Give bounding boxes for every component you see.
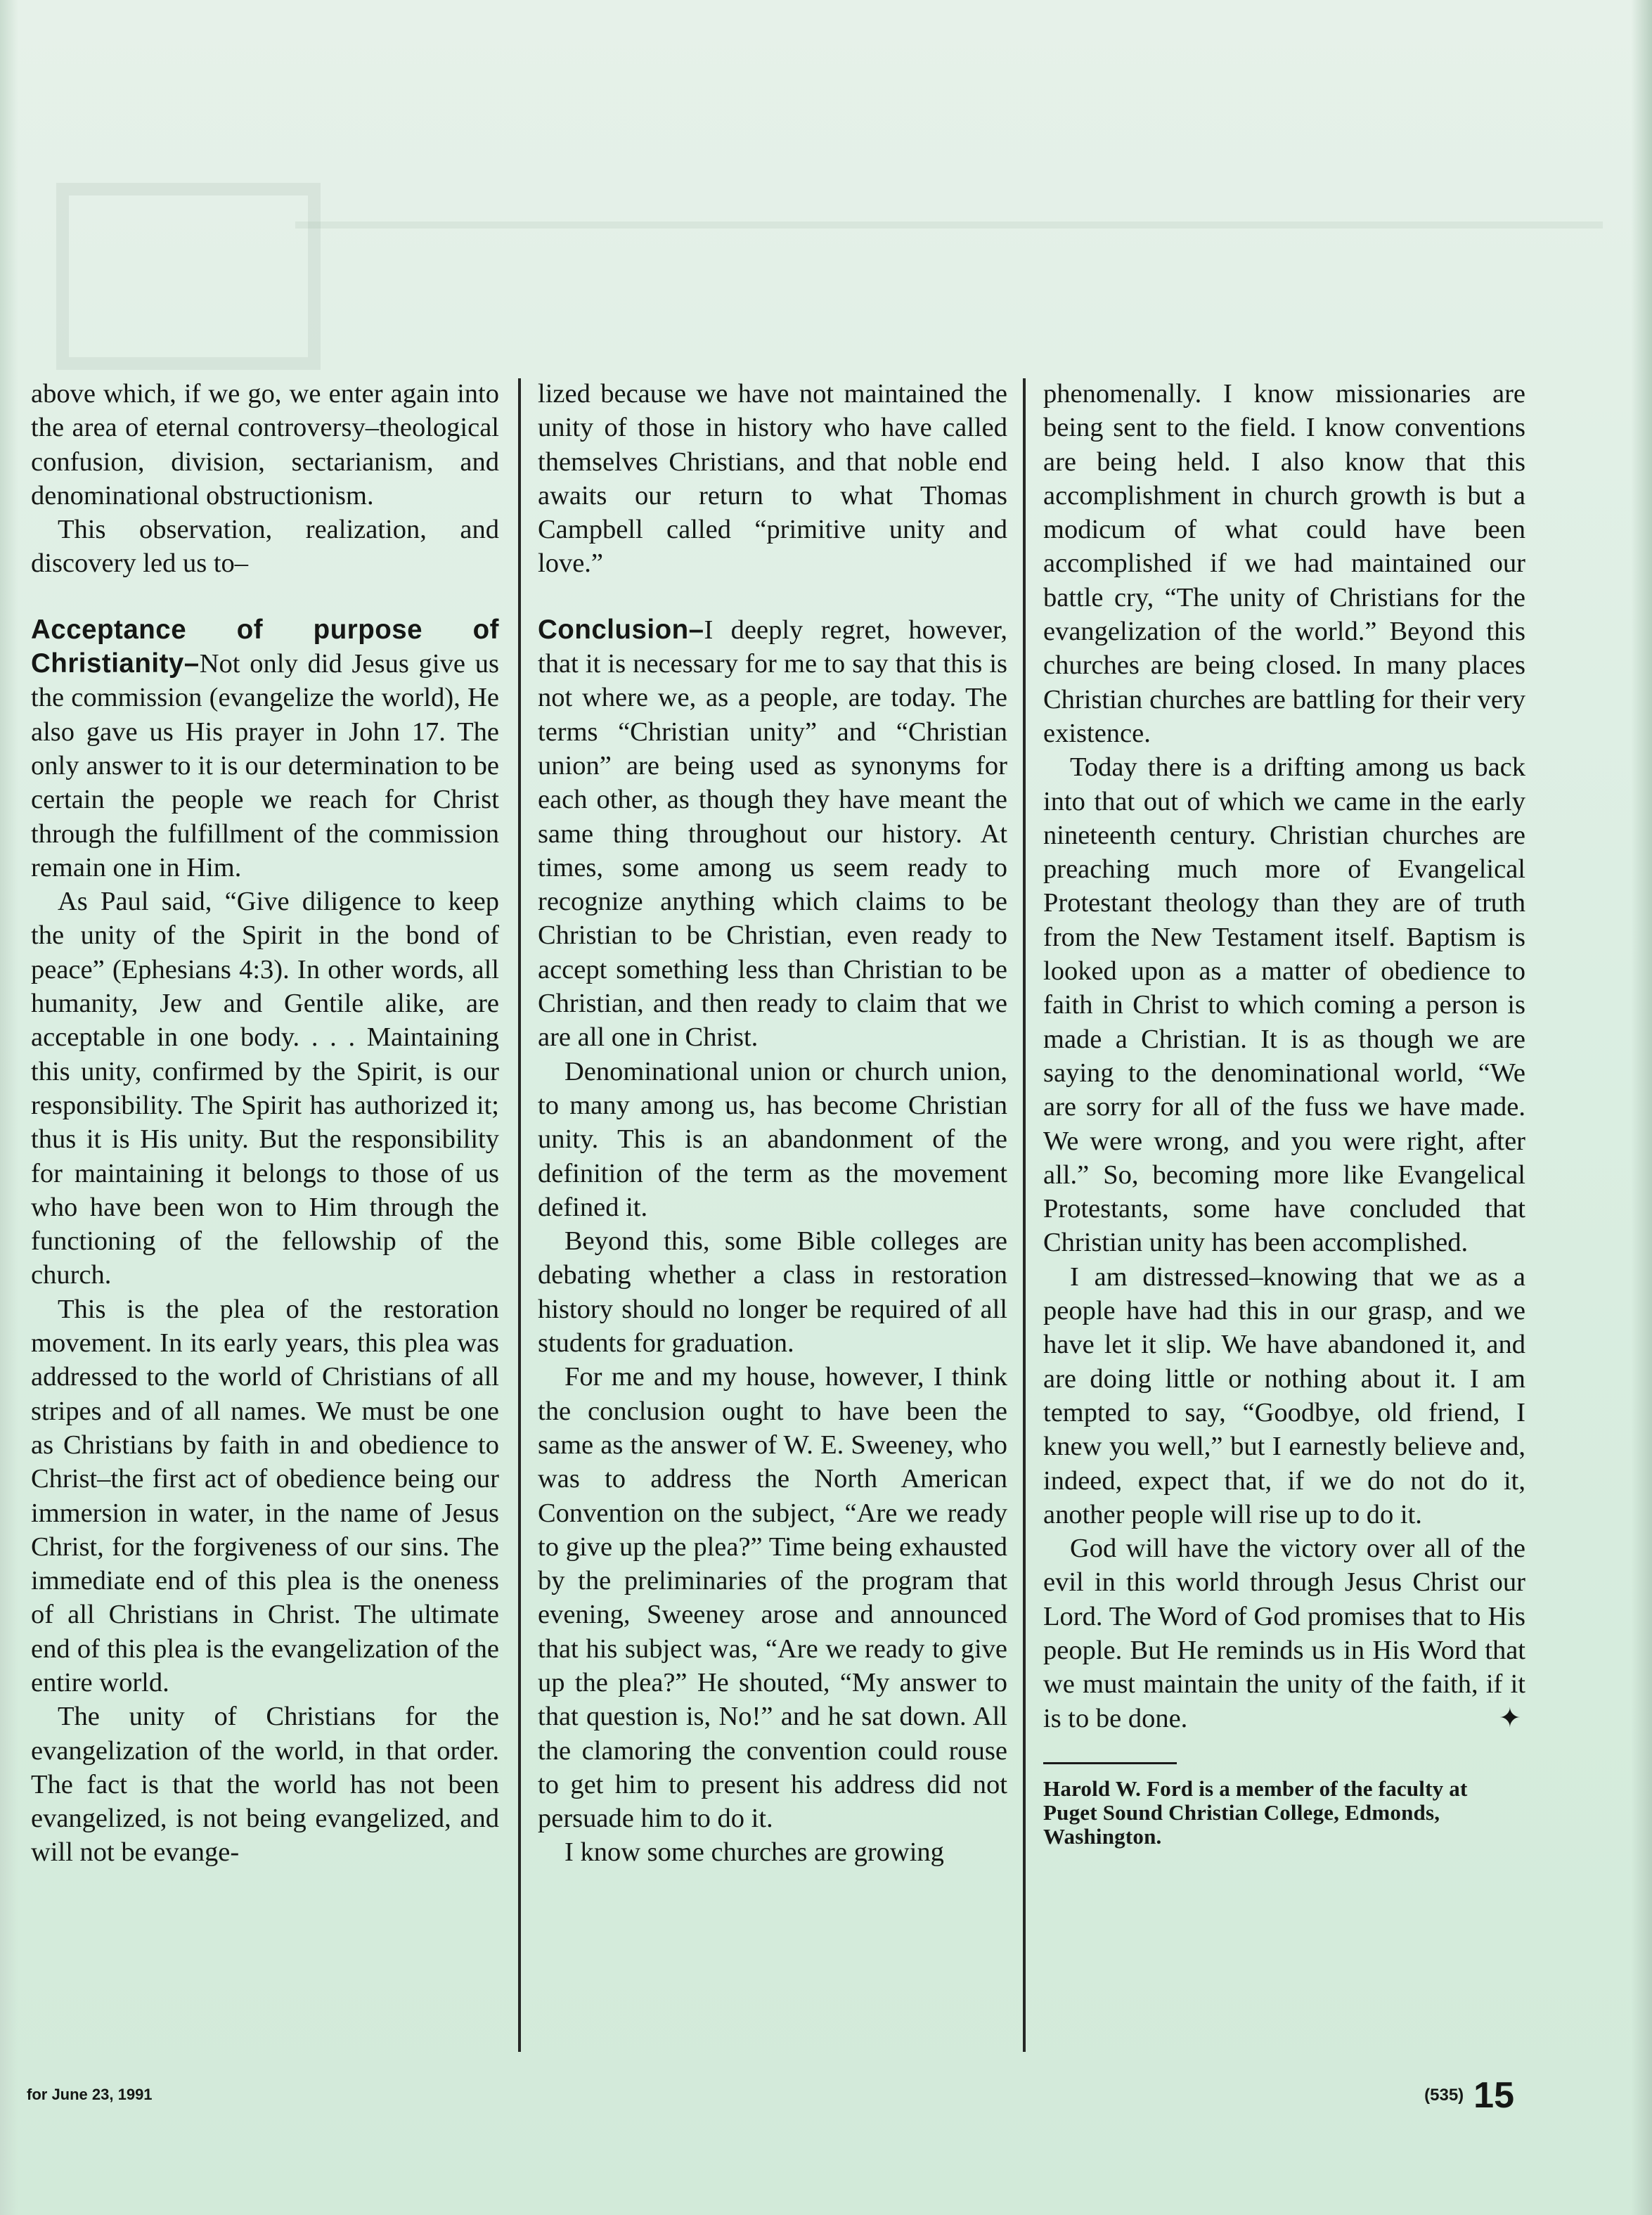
paragraph-text: The unity of Christians for the evangelization of the world, in that order. The fact is that the world has not been evangelized, is not being evangelized, and will not be evange- <box>31 1702 499 1868</box>
page-edge-left <box>0 0 18 2215</box>
section-heading: Acceptance of purpose of Christianity– <box>31 614 499 679</box>
paragraph-text: lized because we have not maintained the unity of those in history who have called themselves Christians, and that noble end awaits our return to what Thomas Campbell called “primitive unity and love.” <box>538 379 1007 579</box>
paragraph <box>31 513 499 581</box>
column-divider-2 <box>1023 378 1026 2052</box>
paragraph <box>1043 750 1525 1259</box>
paragraph <box>538 1055 1007 1224</box>
section-heading: Conclusion– <box>538 614 704 645</box>
paragraph-text: above which, if we go, we enter again into the area of eternal controversy–theological confusion, division, sectarianism, and denominational obstructionism. <box>31 379 499 511</box>
paragraph <box>31 1292 499 1700</box>
page-code: (535) <box>1424 2086 1464 2105</box>
author-bio-rule <box>1043 1762 1177 1764</box>
article-column-3 <box>1043 377 1525 2050</box>
paragraph-gap <box>31 581 499 613</box>
paragraph-text: I deeply regret, however, that it is necessary for me to say that this is not where we, as a people, are today. The terms “Christian unity” and “Christian union” are being used as synonyms for each other, as though they have meant the same thing throughout our history. At times, some among us seem ready to recognize anything which claims to be Christian to be Christian, even ready to accept something less than Christian to be Christian, and then ready to claim that we are all one in Christ. <box>538 615 1007 1053</box>
paragraph <box>538 1224 1007 1360</box>
paragraph <box>31 377 499 513</box>
paragraph-text: This observation, realization, and discovery led us to– <box>31 515 499 579</box>
paragraph-text: As Paul said, “Give diligence to keep the unity of the Spirit in the bond of peace” (Ephesians 4:3). In other words, all humanity, Jew and Gentile alike, are acceptable in one body. . . . Maintaining this unity, confirmed by the Spirit, is our responsibility. The Spirit has authorized it; thus it is His unity. But the responsibility for maintaining it belongs to those of us who have been won to Him through the functioning of the fellowship of the church. <box>31 887 499 1290</box>
paragraph-text: I know some churches are growing <box>564 1837 944 1868</box>
paragraph <box>538 377 1007 581</box>
paragraph <box>31 885 499 1292</box>
paragraph-text: This is the plea of the restoration movement. In its early years, this plea was addressed to the world of Christians of all stripes and of all names. We must be one as Christians by faith in and obedience to Christ–the first act of obedience being our immersion in water, in the name of Jesus Christ, for the forgiveness of our sins. The immediate end of this plea is the oneness of all Christians in Christ. The ultimate end of this plea is the evangelization of the entire world. <box>31 1294 499 1697</box>
paragraph <box>538 1835 1007 1869</box>
paragraph-text: For me and my house, however, I think the conclusion ought to have been the same as the answer of W. E. Sweeney, who was to address the North American Convention on the subject, “Are we ready to give up the plea?” Time being exhausted by the preliminaries of the program that evening, Sweeney arose and announced that his subject was, “Are we ready to give up the plea?” He shouted, “My answer to that question is, No!” and he sat down. All the clamoring the convention could rouse to get him to present his address did not persuade him to do it. <box>538 1362 1007 1834</box>
paragraph <box>31 613 499 885</box>
paragraph <box>1043 1532 1525 1735</box>
paragraph <box>1043 377 1525 750</box>
show-through-rule <box>295 222 1603 229</box>
paragraph-text: Not only did Jesus give us the commission (evangelize the world), He also gave us His prayer in John 17. The only answer to it is our determination to be certain the people we reach for Christ through the fulfillment of the commission remain one in Him. <box>31 649 499 882</box>
paragraph <box>538 1360 1007 1835</box>
paragraph-gap <box>538 581 1007 613</box>
article-column-1 <box>31 377 499 2050</box>
end-mark-icon: ✦ <box>1498 1703 1521 1733</box>
paragraph <box>1043 1260 1525 1532</box>
paragraph-text: God will have the victory over all of the evil in this world through Jesus Christ our Lord. The Word of God promises that to His people. But He reminds us in His Word that we must maintain the unity of the faith, if it is to be done. <box>1043 1534 1525 1733</box>
author-bio: Harold W. Ford is a member of the faculty at Puget Sound Christian College, Edmonds, Washington. <box>1043 1776 1468 1849</box>
paragraph-text: Today there is a drifting among us back into that out of which we came in the early nineteenth century. Christian churches are preaching much more of Evangelical Protestant theology than they are of truth from the New Testament itself. Baptism is looked upon as a matter of obedience to faith in Christ to which coming a person is made a Christian. It is as though we are saying to the denominational world, “We are sorry for all of the fuss we have made. We were wrong, and you were right, after all.” So, becoming more like Evangelical Protestants, some have concluded that Christian unity has been accomplished. <box>1043 752 1525 1258</box>
issue-date: for June 23, 1991 <box>27 2086 153 2103</box>
paragraph <box>538 613 1007 1055</box>
paragraph <box>31 1700 499 1869</box>
show-through-logo-box <box>56 183 321 370</box>
paragraph-text: phenomenally. I know missionaries are being sent to the field. I know conventions are being held. I also know that this accomplishment in church growth is but a modicum of what could have been accomplished if we had maintained our battle cry, “The unity of Christians for the evangelization of the world.” Beyond this churches are being closed. In many places Christian churches are battling for their very existence. <box>1043 379 1525 748</box>
column-divider-1 <box>518 378 521 2052</box>
show-through-header <box>42 141 1617 352</box>
paragraph-text: Beyond this, some Bible colleges are debating whether a class in restoration history should no longer be required of all students for graduation. <box>538 1226 1007 1359</box>
paragraph-text: Denominational union or church union, to many among us, has become Christian unity. This is an abandonment of the definition of the term as the movement defined it. <box>538 1056 1007 1222</box>
page-edge-right <box>1631 0 1652 2215</box>
paragraph-text: I am distressed–knowing that we as a people have had this in our grasp, and we have let it slip. We have abandoned it, and are doing little or nothing about it. I am tempted to say, “Goodbye, old friend, I knew you well,” but I earnestly believe and, indeed, expect that, if we do not do it, another people will rise up to do it. <box>1043 1261 1525 1529</box>
article-column-2 <box>538 377 1007 2050</box>
page-folio <box>1424 2074 1514 2117</box>
column-3-body <box>1043 377 1525 1735</box>
page-number: 15 <box>1473 2075 1514 2116</box>
